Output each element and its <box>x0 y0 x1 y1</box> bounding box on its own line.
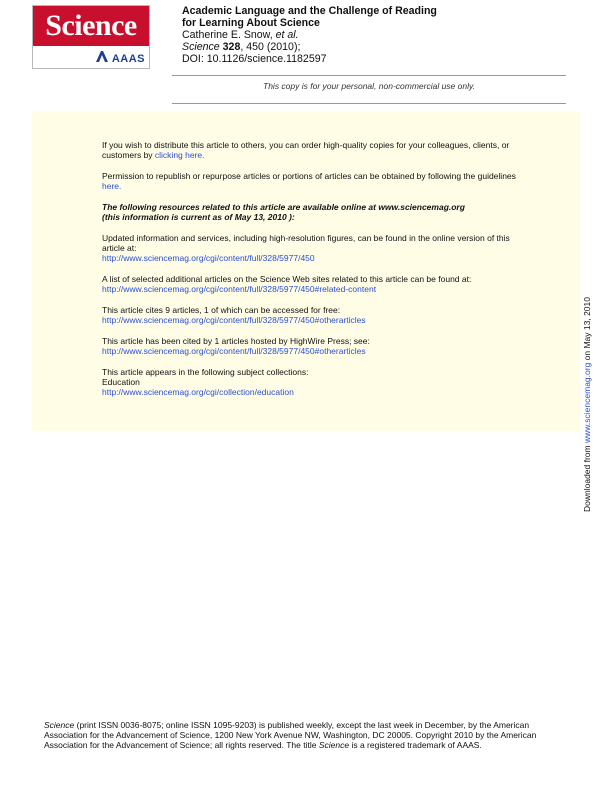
permissions-link[interactable]: here. <box>102 181 122 191</box>
cited-by-link[interactable]: http://www.sciencemag.org/cgi/content/full/328/5977/450#otherarticles <box>102 346 366 356</box>
footer-journal: Science <box>44 720 75 730</box>
resources-heading: The following resources related to this article are available online at www.sciencemag.org (this information is current as of May 13, 2010 ): <box>102 202 465 222</box>
info-content <box>102 140 532 408</box>
reprints-paragraph: If you wish to distribute this article to others, you can order high-quality copies for your colleagues, clients, or customers by clicking here. <box>102 140 510 160</box>
aaas-logo <box>96 51 145 65</box>
related-articles-paragraph: A list of selected additional articles on the Science Web sites related to this article can be found at: http://www.sciencemag.org/cgi/content/full/328/5977/450#related-content <box>102 274 472 294</box>
download-notice: Downloaded from www.sciencemag.org on May 13, 2010 <box>582 297 592 512</box>
citation-pages: , 450 (2010); <box>240 41 301 53</box>
authors-etal: et al. <box>275 29 299 41</box>
aaas-triangle-icon <box>96 51 110 65</box>
reprints-link[interactable]: clicking here. <box>154 150 205 160</box>
doi: DOI: 10.1126/science.1182597 <box>182 53 327 65</box>
citation <box>182 41 582 53</box>
article-title-line1: Academic Language and the Challenge of Reading <box>182 5 437 17</box>
updated-info-paragraph: Updated information and services, including high-resolution figures, can be found in the online version of this article at: http://www.sciencemag.org/cgi/content/full/328/5977/450 <box>102 233 510 263</box>
collections-paragraph: This article appears in the following subject collections: Education http://www.sciencemag.org/cgi/collection/education <box>102 367 309 397</box>
full-text-link[interactable]: http://www.sciencemag.org/cgi/content/full/328/5977/450 <box>102 253 315 263</box>
cites-paragraph: This article cites 9 articles, 1 of which can be accessed for free: http://www.sciencemag.org/cgi/content/full/328/5977/450#otherarticles <box>102 305 366 325</box>
aaas-label: AAAS <box>111 53 145 65</box>
related-content-link[interactable]: http://www.sciencemag.org/cgi/content/full/328/5977/450#related-content <box>102 284 377 294</box>
copyright-footer: Science (print ISSN 0036-8075; online ISSN 1095-9203) is published weekly, except the last week in December, by the American Association for the Advancement of Science, 1200 New York Avenue NW, Washington, DC 20005. Copyright 2010 by the American Association for the Advancement of Science; all rights reserved. The title Science is a registered trademark of AAAS. <box>44 720 537 750</box>
divider-bottom <box>172 103 566 104</box>
subject-collection: Education <box>102 377 140 387</box>
authors: Catherine E. Snow, et al. <box>182 29 299 41</box>
article-title-line2: for Learning About Science <box>182 17 320 29</box>
cited-articles-link[interactable]: http://www.sciencemag.org/cgi/content/full/328/5977/450#otherarticles <box>102 315 366 325</box>
sciencemag-link[interactable]: www.sciencemag.org <box>582 362 592 444</box>
science-logo[interactable] <box>32 5 150 69</box>
permissions-paragraph: Permission to republish or repurpose articles or portions of articles can be obtained by following the guidelines here. <box>102 171 516 191</box>
citation-journal: Science <box>182 41 220 53</box>
article-header <box>182 5 582 65</box>
personal-use-notice: This copy is for your personal, non-commercial use only. <box>263 81 475 91</box>
collection-link[interactable]: http://www.sciencemag.org/cgi/collection/education <box>102 387 294 397</box>
divider-top <box>172 75 566 76</box>
cited-by-paragraph: This article has been cited by 1 articles hosted by HighWire Press; see: http://www.sciencemag.org/cgi/content/full/328/5977/450#otherarticles <box>102 336 370 356</box>
footer-journal-title: Science <box>318 740 350 750</box>
logo-wordmark: Science <box>33 6 149 46</box>
citation-volume: 328 <box>222 41 241 53</box>
